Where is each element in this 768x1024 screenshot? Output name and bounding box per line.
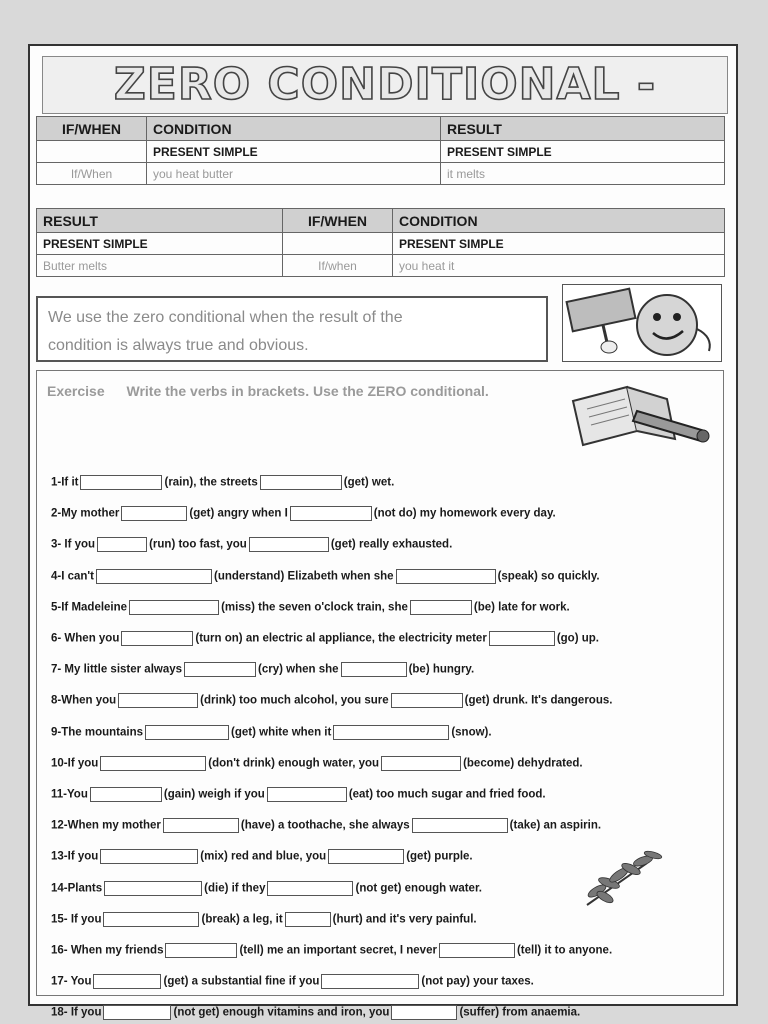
exercise-text: 1-If it xyxy=(51,476,79,489)
exercise-section xyxy=(36,370,724,1019)
exercise-line xyxy=(51,537,452,552)
exercise-text: 12-When my mother xyxy=(51,819,161,832)
cell: PRESENT SIMPLE xyxy=(147,141,441,163)
cell: PRESENT SIMPLE xyxy=(393,233,725,255)
answer-blank[interactable] xyxy=(489,631,555,646)
answer-blank[interactable] xyxy=(163,818,239,833)
header-if-when: IF/WHEN xyxy=(37,117,147,141)
exercise-text: (be) hungry. xyxy=(408,663,475,676)
exercise-text: 4-I can't xyxy=(51,570,94,583)
exercise-text: (don't drink) enough water, you xyxy=(208,757,380,770)
exercise-text: (get) really exhausted. xyxy=(330,538,453,551)
exercise-text: (not get) enough vitamins and iron, you xyxy=(173,1006,390,1019)
exercise-line xyxy=(51,912,477,927)
exercise-text: 3- If you xyxy=(51,538,96,551)
cell: If/when xyxy=(283,255,393,277)
plant-icon xyxy=(567,843,677,913)
answer-blank[interactable] xyxy=(100,756,206,771)
exercise-text: (speak) so quickly. xyxy=(497,570,600,583)
answer-blank[interactable] xyxy=(267,787,347,802)
exercise-text: (cry) when she xyxy=(258,663,339,676)
header-result: RESULT xyxy=(37,209,283,233)
table-row xyxy=(37,233,725,255)
table-row xyxy=(37,117,725,141)
header-result: RESULT xyxy=(441,117,725,141)
worksheet-title xyxy=(42,56,728,114)
cell: Butter melts xyxy=(37,255,283,277)
exercise-line xyxy=(51,506,556,521)
exercise-text: (drink) too much alcohol, you sure xyxy=(200,694,389,707)
exercise-text: (tell) me an important secret, I never xyxy=(239,944,437,957)
exercise-text: 7- My little sister always xyxy=(51,663,183,676)
exercise-text: 5-If Madeleine xyxy=(51,601,128,614)
exercise-text: (snow). xyxy=(451,726,492,739)
cell: PRESENT SIMPLE xyxy=(441,141,725,163)
answer-blank[interactable] xyxy=(439,943,515,958)
exercise-text: 15- If you xyxy=(51,913,102,926)
exercise-text: (have) a toothache, she always xyxy=(240,819,410,832)
table-row xyxy=(37,141,725,163)
answer-blank[interactable] xyxy=(249,537,329,552)
cell: it melts xyxy=(441,163,725,185)
exercise-line xyxy=(51,974,534,989)
exercise-text: (be) late for work. xyxy=(473,601,570,614)
answer-blank[interactable] xyxy=(129,600,219,615)
answer-blank[interactable] xyxy=(328,849,404,864)
title-text: ZERO CONDITIONAL - xyxy=(113,59,657,110)
exercise-text: (become) dehydrated. xyxy=(463,757,583,770)
exercise-line xyxy=(51,943,612,958)
cell xyxy=(37,141,147,163)
cell: you heat butter xyxy=(147,163,441,185)
cell: you heat it xyxy=(393,255,725,277)
exercise-heading xyxy=(47,383,489,399)
answer-blank[interactable] xyxy=(321,974,419,989)
answer-blank[interactable] xyxy=(90,787,162,802)
answer-blank[interactable] xyxy=(104,881,202,896)
answer-blank[interactable] xyxy=(391,693,463,708)
header-if-when: IF/WHEN xyxy=(283,209,393,233)
answer-blank[interactable] xyxy=(412,818,508,833)
answer-blank[interactable] xyxy=(290,506,372,521)
exercise-text: (mix) red and blue, you xyxy=(200,850,327,863)
exercise-line xyxy=(51,475,394,490)
answer-blank[interactable] xyxy=(410,600,472,615)
exercise-text: 11-You xyxy=(51,788,88,801)
rule-line: We use the zero conditional when the result of the xyxy=(48,309,403,326)
answer-blank[interactable] xyxy=(96,569,212,584)
answer-blank[interactable] xyxy=(391,1005,457,1020)
cell xyxy=(283,233,393,255)
answer-blank[interactable] xyxy=(145,725,229,740)
exercise-text: (miss) the seven o'clock train, she xyxy=(221,601,408,614)
answer-blank[interactable] xyxy=(285,912,331,927)
answer-blank[interactable] xyxy=(267,881,353,896)
exercise-text: (go) up. xyxy=(556,632,599,645)
answer-blank[interactable] xyxy=(396,569,496,584)
exercise-text: 9-The mountains xyxy=(51,726,144,739)
exercise-line xyxy=(51,569,600,584)
exercise-line xyxy=(51,849,473,864)
exercise-line xyxy=(51,631,599,646)
exercise-line xyxy=(51,725,492,740)
exercise-text: (tell) it to anyone. xyxy=(516,944,613,957)
answer-blank[interactable] xyxy=(333,725,449,740)
structure-table-result-first xyxy=(36,208,725,277)
smiley-sign-illustration xyxy=(562,284,722,362)
exercise-text: (not get) enough water. xyxy=(355,882,482,895)
exercise-text: (suffer) from anaemia. xyxy=(459,1006,581,1019)
exercise-text: (get) a substantial fine if you xyxy=(163,975,320,988)
exercise-line xyxy=(51,1005,580,1020)
exercise-text: (eat) too much sugar and fried food. xyxy=(348,788,546,801)
table-row xyxy=(37,209,725,233)
exercise-text: (get) white when it xyxy=(231,726,332,739)
exercise-line xyxy=(51,818,601,833)
exercise-text: 10-If you xyxy=(51,757,99,770)
exercise-line xyxy=(51,881,482,896)
exercise-line xyxy=(51,693,612,708)
smiley-icon xyxy=(563,285,721,361)
exercise-text: (run) too fast, you xyxy=(149,538,247,551)
exercise-line xyxy=(51,662,474,677)
answer-blank[interactable] xyxy=(260,475,342,490)
exercise-instruction: Write the verbs in brackets. Use the ZERO conditional. xyxy=(126,383,489,399)
exercise-text: 17- You xyxy=(51,975,92,988)
exercise-line xyxy=(51,756,583,771)
cell: PRESENT SIMPLE xyxy=(37,233,283,255)
exercise-text: (get) drunk. It's dangerous. xyxy=(464,694,613,707)
exercise-line xyxy=(51,787,546,802)
rule-box xyxy=(36,296,548,362)
exercise-text: (get) purple. xyxy=(406,850,473,863)
exercise-text: (rain), the streets xyxy=(164,476,258,489)
answer-blank[interactable] xyxy=(103,912,199,927)
exercise-text: (gain) weigh if you xyxy=(163,788,265,801)
answer-blank[interactable] xyxy=(381,756,461,771)
answer-blank[interactable] xyxy=(80,475,162,490)
exercise-text: (break) a leg, it xyxy=(201,913,283,926)
exercise-text: 14-Plants xyxy=(51,882,103,895)
exercise-text: (turn on) an electric al appliance, the electricity meter xyxy=(195,632,487,645)
exercise-text: (hurt) and it's very painful. xyxy=(332,913,477,926)
answer-blank[interactable] xyxy=(93,974,161,989)
answer-blank[interactable] xyxy=(165,943,237,958)
exercise-text: 13-If you xyxy=(51,850,99,863)
answer-blank[interactable] xyxy=(118,693,198,708)
cell: If/When xyxy=(37,163,147,185)
header-condition: CONDITION xyxy=(147,117,441,141)
exercise-text: (understand) Elizabeth when she xyxy=(214,570,394,583)
header-condition: CONDITION xyxy=(393,209,725,233)
exercise-text: (die) if they xyxy=(204,882,266,895)
answer-blank[interactable] xyxy=(100,849,198,864)
answer-blank[interactable] xyxy=(121,631,193,646)
exercise-text: (get) wet. xyxy=(343,476,395,489)
exercise-text: (not pay) your taxes. xyxy=(421,975,534,988)
table-row xyxy=(37,163,725,185)
exercise-text: 2-My mother xyxy=(51,507,120,520)
exercise-text: 18- If you xyxy=(51,1006,102,1019)
exercise-text: 8-When you xyxy=(51,694,117,707)
book-pen-icon xyxy=(567,381,717,451)
table-row xyxy=(37,255,725,277)
answer-blank[interactable] xyxy=(341,662,407,677)
answer-blank[interactable] xyxy=(103,1005,171,1020)
answer-blank[interactable] xyxy=(121,506,187,521)
exercise-line xyxy=(51,600,570,615)
worksheet xyxy=(28,44,738,1019)
exercise-text: 6- When you xyxy=(51,632,120,645)
exercise-label: Exercise xyxy=(47,383,105,399)
answer-blank[interactable] xyxy=(97,537,147,552)
exercise-text: 16- When my friends xyxy=(51,944,164,957)
exercise-text: (take) an aspirin. xyxy=(509,819,602,832)
structure-table-if-first xyxy=(36,116,725,185)
rule-line: condition is always true and obvious. xyxy=(48,337,309,354)
exercise-text: (get) angry when I xyxy=(189,507,288,520)
exercise-text: (not do) my homework every day. xyxy=(373,507,556,520)
answer-blank[interactable] xyxy=(184,662,256,677)
